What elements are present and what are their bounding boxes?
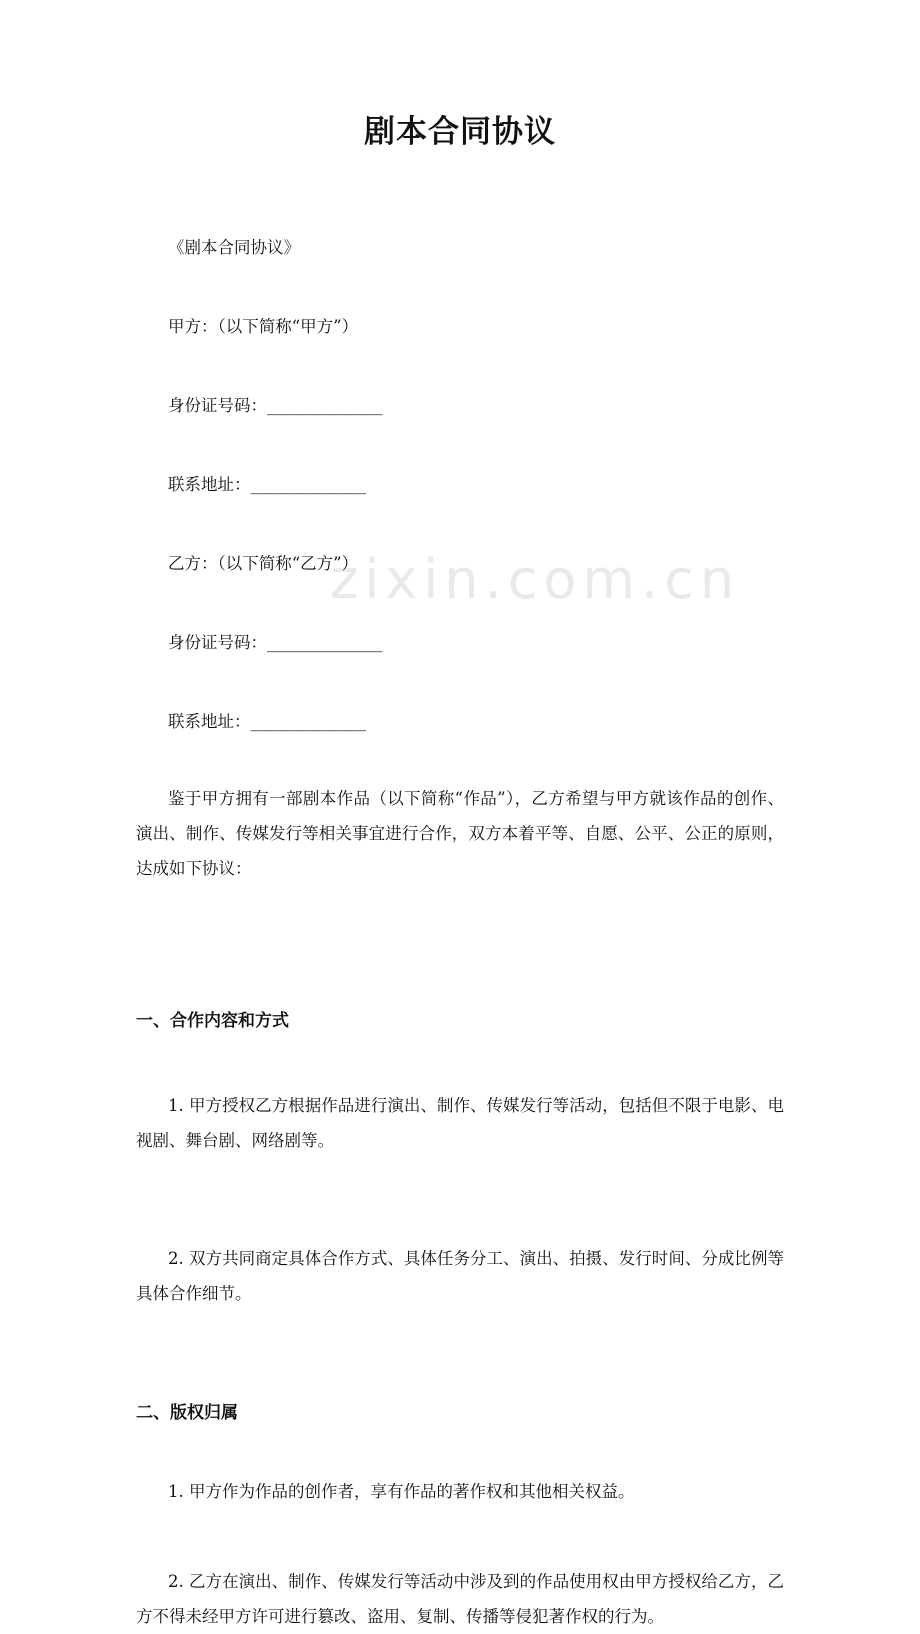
party-b-address-line: 联系地址：______________ — [168, 712, 366, 731]
contract-name-line: 《剧本合同协议》 — [168, 238, 300, 257]
party-a-line: 甲方：（以下简称“甲方”） — [168, 317, 359, 336]
section-item: 2. 乙方在演出、制作、传媒发行等活动中涉及到的作品使用权由甲方授权给乙方，乙方不得未经甲方许可进行篡改、盗用、复制、传播等侵犯著作权的行为。 — [136, 1572, 784, 1626]
section-item: 1. 甲方授权乙方根据作品进行演出、制作、传媒发行等活动，包括但不限于电影、电视剧、舞台剧、网络剧等。 — [136, 1096, 784, 1150]
party-a-id-line: 身份证号码：______________ — [168, 396, 383, 415]
watermark: zixin.com.cn — [330, 548, 741, 611]
section-heading: 二、版权归属 — [136, 1403, 238, 1423]
party-a-address-line: 联系地址：______________ — [168, 475, 366, 494]
section-heading: 一、合作内容和方式 — [136, 1011, 289, 1031]
party-b-id-line: 身份证号码：______________ — [168, 633, 383, 652]
intro-paragraph: 鉴于甲方拥有一部剧本作品（以下简称“作品”），乙方希望与甲方就该作品的创作、演出、制作、传媒发行等相关事宜进行合作，双方本着平等、自愿、公平、公正的原则，达成如下协议： — [136, 789, 784, 878]
section-item: 1. 甲方作为作品的创作者，享有作品的著作权和其他相关权益。 — [168, 1482, 635, 1501]
party-b-line: 乙方：（以下简称“乙方”） — [168, 554, 359, 573]
section-item: 2. 双方共同商定具体合作方式、具体任务分工、演出、拍摄、发行时间、分成比例等具体合作细节。 — [136, 1249, 784, 1303]
document-title: 剧本合同协议 — [364, 114, 556, 150]
